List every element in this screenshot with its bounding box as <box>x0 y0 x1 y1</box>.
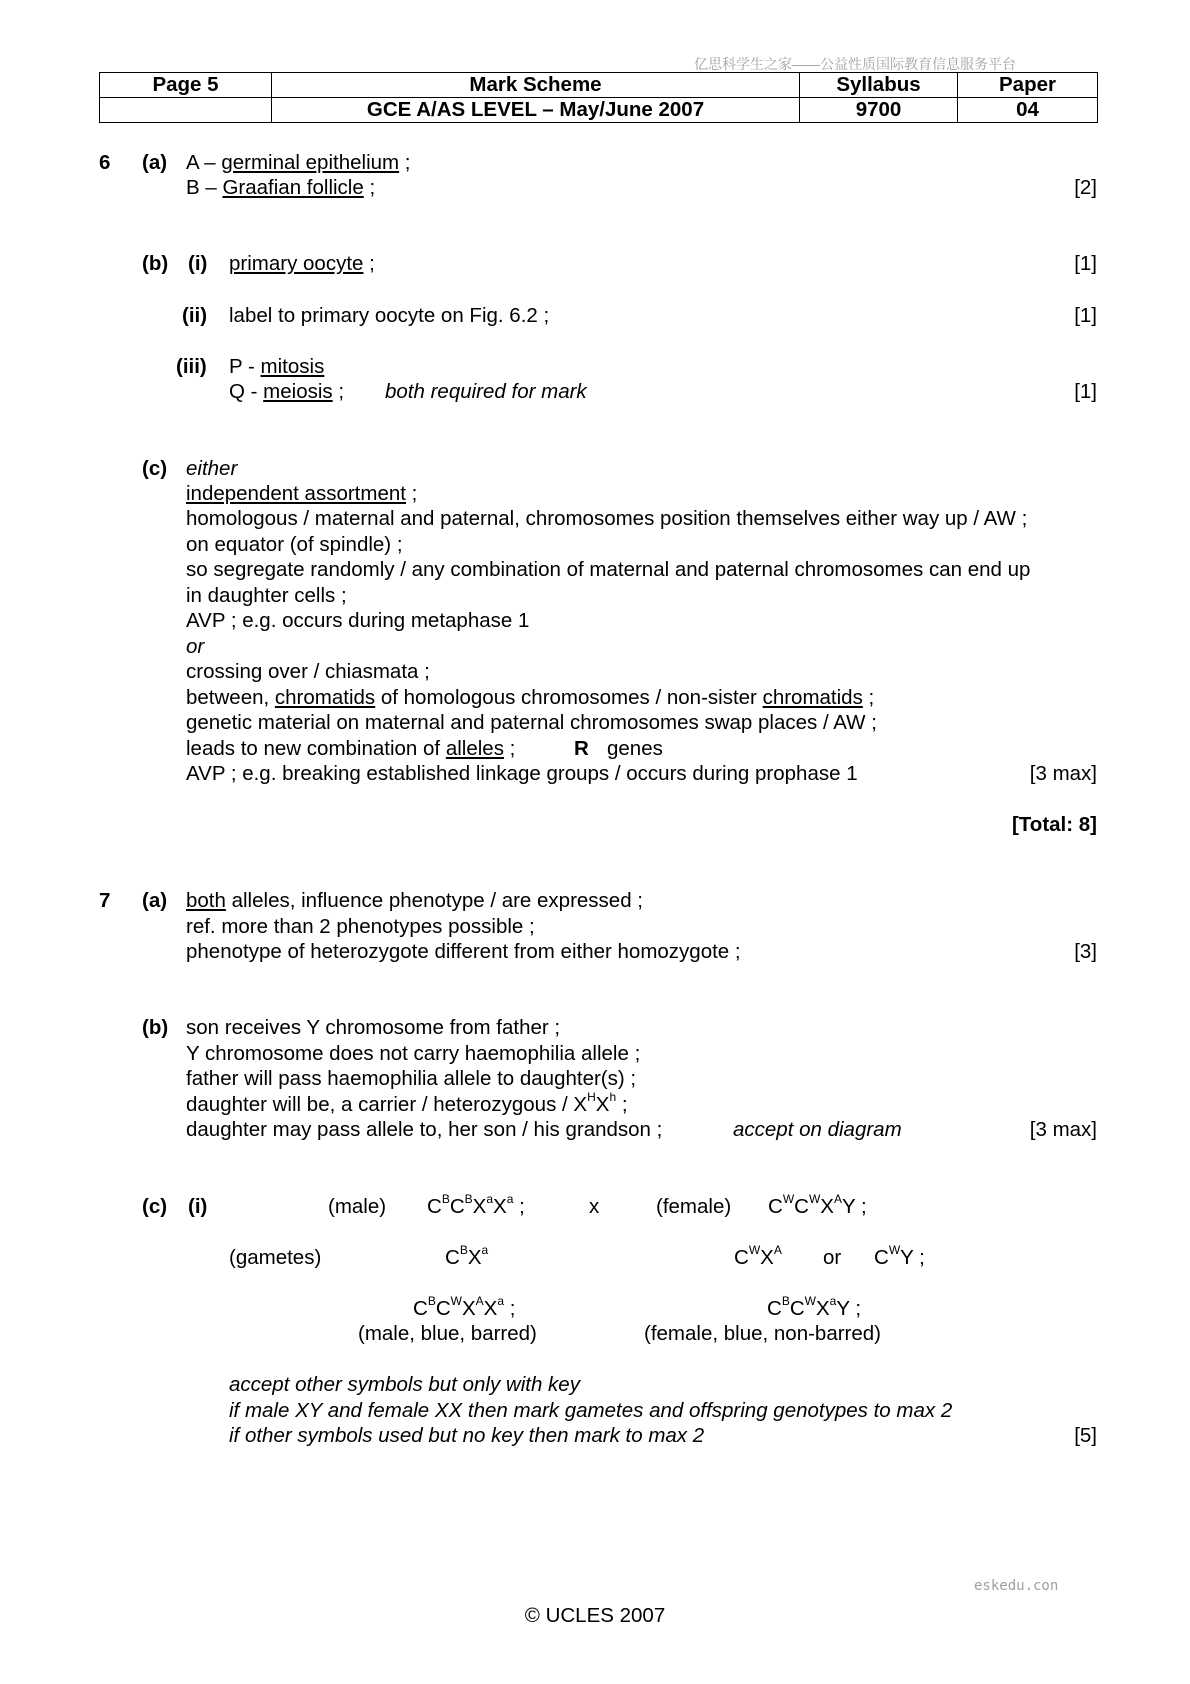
q6c-either: either <box>186 457 238 480</box>
q6c-line-6: AVP ; e.g. occurs during metaphase 1 <box>186 609 530 632</box>
q6c-line-4: so segregate randomly / any combination of maternal and paternal chromosomes can end up <box>186 558 1031 581</box>
text: ; <box>332 380 345 403</box>
q7b-note: accept on diagram <box>733 1118 902 1141</box>
superscript: W <box>804 1294 816 1309</box>
text: of homologous chromosomes / non-sister <box>375 686 763 709</box>
superscript: B <box>427 1294 436 1309</box>
text: C <box>445 1246 460 1269</box>
text: C <box>794 1195 809 1218</box>
text: X <box>461 1297 476 1320</box>
q6-total: [Total: 8] <box>1011 813 1097 836</box>
watermark-top: 亿思科学生之家——公益性质国际教育信息服务平台 <box>694 56 1016 72</box>
q6a-line-2 <box>186 175 375 201</box>
q7b-line-4 <box>186 1092 628 1118</box>
q7c-note-3: if other symbols used but no key then mark to max 2 <box>229 1424 705 1447</box>
q7b-line-3: father will pass haemophilia allele to daughter(s) ; <box>186 1067 637 1090</box>
superscript: W <box>450 1294 462 1309</box>
q6a-line-1 <box>186 150 411 176</box>
text: ; <box>504 1297 516 1320</box>
text: A – <box>186 151 222 174</box>
q6biii-line-q <box>229 379 344 405</box>
page-number: Page 5 <box>100 73 272 98</box>
male-gamete <box>445 1245 488 1271</box>
q6bii-marks: [1] <box>1074 304 1097 327</box>
text: ; <box>399 151 411 174</box>
q6c-line-11: AVP ; e.g. breaking established linkage groups / occurs during prophase 1 <box>186 762 858 785</box>
superscript: A <box>475 1294 484 1309</box>
q6biii-note: both required for mark <box>385 380 587 403</box>
superscript: A <box>773 1243 782 1258</box>
superscript: A <box>833 1192 842 1207</box>
q6c-line-10 <box>186 736 515 762</box>
superscript: a <box>497 1294 505 1309</box>
text: X <box>467 1246 482 1269</box>
text: alleles, influence phenotype / are expressed ; <box>225 889 644 912</box>
q7ci-label: (i) <box>188 1195 208 1218</box>
q6c-or: or <box>186 635 205 658</box>
text: ; <box>513 1195 525 1218</box>
gametes-or: or <box>823 1246 842 1269</box>
watermark-bottom: eskedu.con <box>974 1578 1059 1594</box>
paper-label: Paper <box>958 73 1098 98</box>
offspring-male-genotype <box>413 1296 515 1322</box>
q7b-line-5: daughter may pass allele to, her son / his grandson ; <box>186 1118 663 1141</box>
text: C <box>768 1195 783 1218</box>
answer-term: mitosis <box>260 355 325 378</box>
exam-session: GCE A/AS LEVEL – May/June 2007 <box>272 98 800 123</box>
text: leads to new combination of <box>186 737 446 760</box>
q7a-marks: [3] <box>1074 940 1097 963</box>
answer-term: independent assortment <box>186 482 406 505</box>
text: X <box>472 1195 487 1218</box>
superscript: B <box>464 1192 473 1207</box>
parent-male-genotype <box>427 1194 525 1220</box>
text: X <box>595 1093 610 1116</box>
text: ; <box>913 1246 925 1269</box>
answer-term: chromatids <box>762 686 863 709</box>
q6bi-marks: [1] <box>1074 252 1097 275</box>
text: B – <box>186 176 223 199</box>
syllabus-label: Syllabus <box>800 73 958 98</box>
q6biii-line-p <box>229 354 324 380</box>
cross-symbol: x <box>589 1195 600 1218</box>
q7c-marks: [5] <box>1074 1424 1097 1447</box>
text: ; <box>862 686 875 709</box>
paper-code: 04 <box>958 98 1098 123</box>
q6bi-answer <box>229 251 375 277</box>
female-gamete-2 <box>874 1245 925 1271</box>
text: C <box>449 1195 465 1218</box>
text: Q - <box>229 380 264 403</box>
offspring-male-phenotype: (male, blue, barred) <box>358 1322 537 1345</box>
q7b-label: (b) <box>142 1016 169 1039</box>
answer-term: germinal epithelium <box>221 151 400 174</box>
text: ; <box>849 1297 862 1320</box>
q6bii-answer: label to primary oocyte on Fig. 6.2 ; <box>229 304 550 327</box>
q7c-label: (c) <box>142 1195 168 1218</box>
text: Y <box>841 1195 856 1218</box>
q6b-label: (b) <box>142 252 169 275</box>
offspring-female-phenotype: (female, blue, non-barred) <box>644 1322 882 1345</box>
q6biii-label: (iii) <box>176 355 207 378</box>
q6c-reject-term: genes <box>607 737 663 760</box>
superscript: a <box>829 1294 837 1309</box>
q6c-line-9: genetic material on maternal and paternal chromosomes swap places / AW ; <box>186 711 877 734</box>
q6c-line-2: homologous / maternal and paternal, chromosomes position themselves either way up / AW ; <box>186 507 1028 530</box>
superscript: W <box>808 1192 821 1207</box>
answer-term: primary oocyte <box>229 252 364 275</box>
superscript: W <box>748 1243 761 1258</box>
text: ; <box>405 482 418 505</box>
q7a-label: (a) <box>142 889 168 912</box>
q7a-line-2: ref. more than 2 phenotypes possible ; <box>186 915 535 938</box>
superscript: a <box>486 1192 494 1207</box>
text: between, <box>186 686 275 709</box>
question-6-number: 6 <box>99 151 111 174</box>
q6c-line-1 <box>186 481 417 507</box>
superscript: B <box>781 1294 790 1309</box>
text: ; <box>363 252 375 275</box>
text: C <box>734 1246 749 1269</box>
text: C <box>789 1297 805 1320</box>
q6a-marks: [2] <box>1074 176 1097 199</box>
text: Y <box>836 1297 850 1320</box>
question-7-number: 7 <box>99 889 111 912</box>
superscript: W <box>782 1192 795 1207</box>
answer-term: Graafian follicle <box>222 176 364 199</box>
q6a-label: (a) <box>142 151 168 174</box>
parent-female-genotype <box>768 1194 867 1220</box>
superscript: B <box>441 1192 450 1207</box>
q6c-line-8 <box>186 685 874 711</box>
header-table <box>99 72 1098 123</box>
text: daughter will be, a carrier / heterozygous / X <box>186 1093 588 1116</box>
text: C <box>435 1297 451 1320</box>
q6bii-label: (ii) <box>182 304 208 327</box>
header-empty-cell <box>100 98 272 123</box>
q7b-line-1: son receives Y chromosome from father ; <box>186 1016 561 1039</box>
syllabus-code: 9700 <box>800 98 958 123</box>
q7a-line-1 <box>186 888 643 914</box>
text: X <box>760 1246 774 1269</box>
gametes-label: (gametes) <box>229 1246 322 1269</box>
q7b-marks: [3 max] <box>1029 1118 1097 1141</box>
text: X <box>493 1195 507 1218</box>
text: C <box>767 1297 782 1320</box>
q6c-line-3: on equator (of spindle) ; <box>186 533 403 556</box>
female-gamete-1 <box>734 1245 782 1271</box>
answer-term: chromatids <box>274 686 376 709</box>
superscript: H <box>587 1090 596 1105</box>
text: X <box>483 1297 498 1320</box>
answer-term: alleles <box>445 737 504 760</box>
q6biii-marks: [1] <box>1074 380 1097 403</box>
text: ; <box>503 737 516 760</box>
document-title: Mark Scheme <box>272 73 800 98</box>
q6c-reject-marker: R <box>574 737 589 760</box>
text: C <box>874 1246 889 1269</box>
superscript: W <box>888 1243 901 1258</box>
text: C <box>413 1297 428 1320</box>
q6c-line-7: crossing over / chiasmata ; <box>186 660 430 683</box>
q6c-marks: [3 max] <box>1029 762 1097 785</box>
q7b-line-2: Y chromosome does not carry haemophilia allele ; <box>186 1042 641 1065</box>
superscript: h <box>609 1090 617 1105</box>
q6c-label: (c) <box>142 457 168 480</box>
q7c-note-2: if male XY and female XX then mark gametes and offspring genotypes to max 2 <box>229 1399 953 1422</box>
copyright-footer: © UCLES 2007 <box>524 1604 666 1627</box>
text: ; <box>616 1093 628 1116</box>
q6bi-label: (i) <box>188 252 208 275</box>
answer-term: both <box>186 889 226 912</box>
parent-female-label: (female) <box>656 1195 732 1218</box>
superscript: a <box>481 1243 489 1258</box>
superscript: a <box>506 1192 514 1207</box>
offspring-female-genotype <box>767 1296 861 1322</box>
text: ; <box>855 1195 867 1218</box>
q7c-note-1: accept other symbols but only with key <box>229 1373 580 1396</box>
answer-term: meiosis <box>263 380 333 403</box>
q7a-line-3: phenotype of heterozygote different from either homozygote ; <box>186 940 741 963</box>
text: X <box>815 1297 830 1320</box>
text: ; <box>363 176 376 199</box>
parent-male-label: (male) <box>328 1195 387 1218</box>
q6c-line-5: in daughter cells ; <box>186 584 347 607</box>
text: P - <box>229 355 261 378</box>
text: Y <box>900 1246 914 1269</box>
text: C <box>427 1195 442 1218</box>
superscript: B <box>459 1243 468 1258</box>
text: X <box>820 1195 834 1218</box>
